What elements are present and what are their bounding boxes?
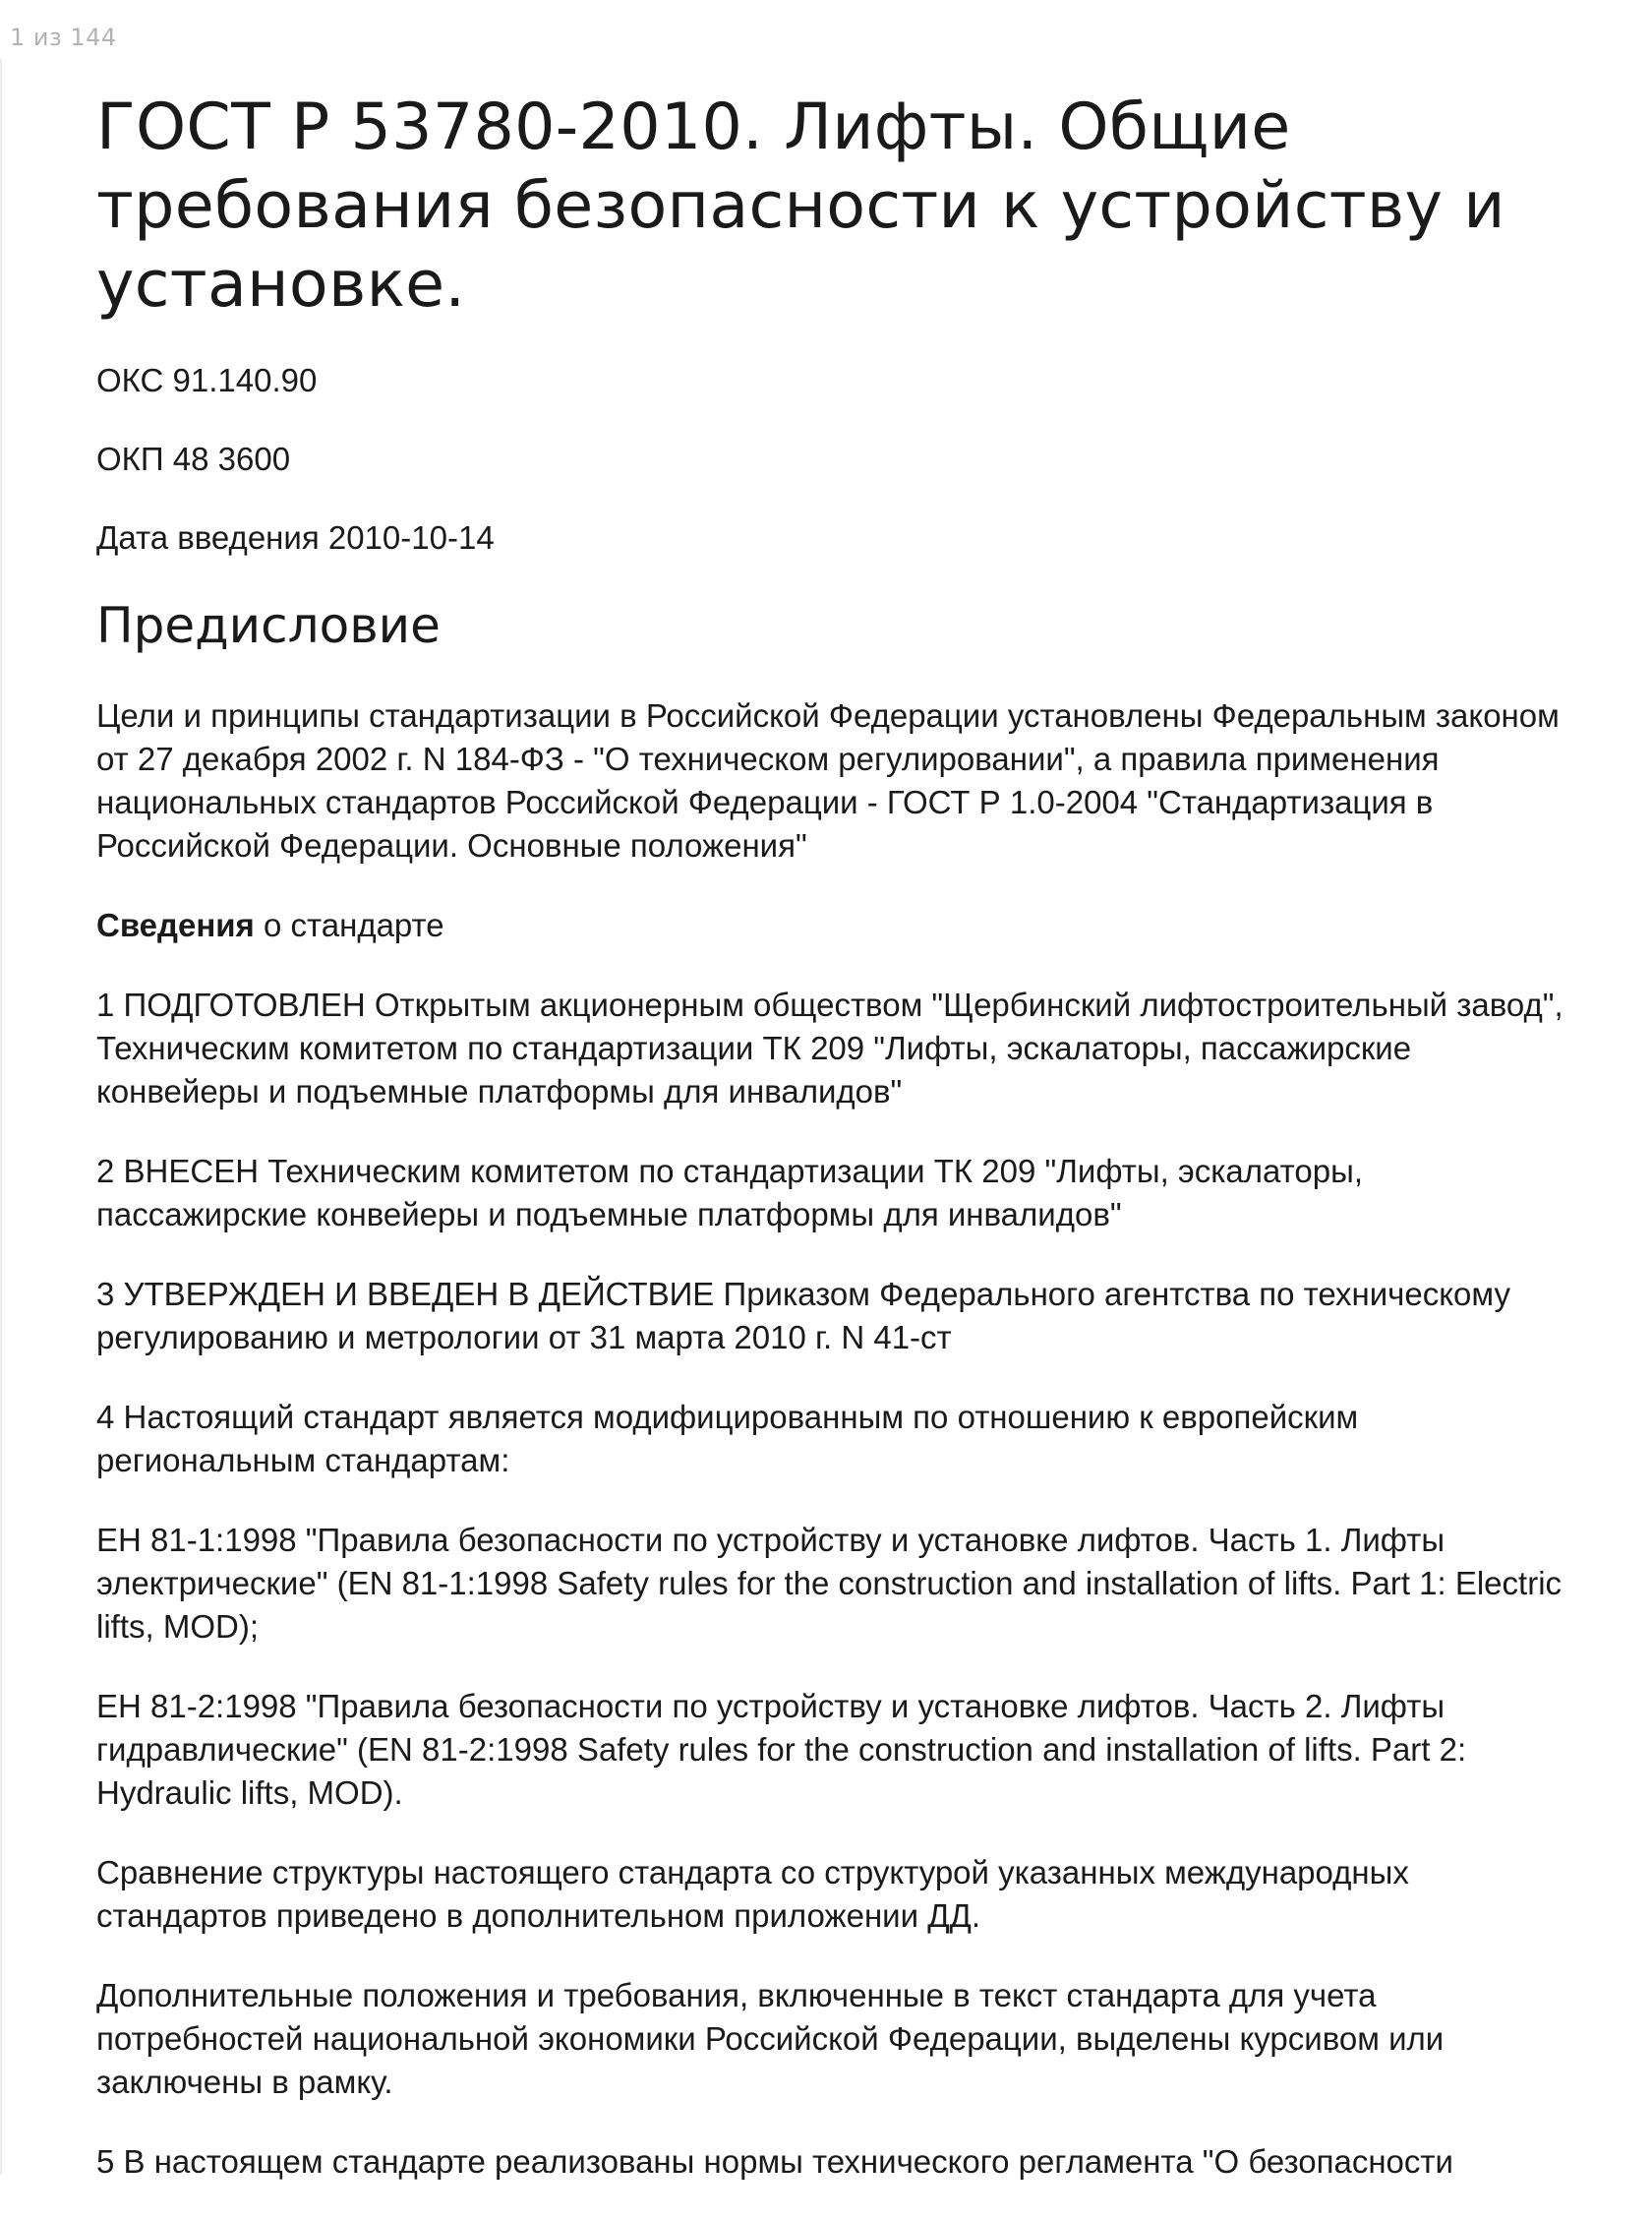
okp-code: ОКП 48 3600 <box>96 441 291 477</box>
oks-code: ОКС 91.140.90 <box>96 362 318 398</box>
item-submitted: 2 ВНЕСЕН Техническим комитетом по стандартизации ТК 209 "Лифты, эскалаторы, пассажирские конвейеры и подъемные платформы для инвалидов" <box>96 1153 1363 1232</box>
item-modified: 4 Настоящий стандарт является модифицированным по отношению к европейским региональным стандартам: <box>96 1399 1359 1478</box>
foreword-paragraph: Цели и принципы стандартизации в Российской Федерации установлены Федеральным законом от 27 декабря 2002 г. N 184-ФЗ - "О техническом регулировании", а правила применения национальных стандартов Российской Федерации - ГОСТ Р 1.0-2004 "Стандартизация в Российской Федерации. Основные положения" <box>96 697 1560 864</box>
standard-en-81-2: ЕН 81-2:1998 "Правила безопасности по устройству и установке лифтов. Часть 2. Лифты гидравлические" (EN 81-2:1998 Safety rules for the construction and installation of lifts. Part 2: Hydraulic lifts, MOD). <box>96 1688 1467 1811</box>
structure-comparison-note: Сравнение структуры настоящего стандарта со структурой указанных международных стандартов приведено в дополнительном приложении ДД. <box>96 1854 1409 1934</box>
foreword-heading: Предисловие <box>96 597 441 654</box>
standard-en-81-1: ЕН 81-1:1998 "Правила безопасности по устройству и установке лифтов. Часть 1. Лифты электрические" (EN 81-1:1998 Safety rules for the construction and installation of lifts. Part 1: Electric lifts, MOD); <box>96 1522 1563 1645</box>
additional-provisions-note: Дополнительные положения и требования, включенные в текст стандарта для учета потребностей национальной экономики Российской Федерации, выделены курсивом или заключены в рамку. <box>96 1977 1445 2100</box>
page-counter: 1 из 144 <box>10 24 117 51</box>
introduction-date: Дата введения 2010-10-14 <box>96 519 495 556</box>
standard-info-rest: о стандарте <box>254 907 444 943</box>
page-left-edge <box>0 59 2 2175</box>
document-page <box>96 89 1571 2220</box>
item-prepared: 1 ПОДГОТОВЛЕН Открытым акционерным обществом "Щербинский лифтостроительный завод", Техническим комитетом по стандартизации ТК 209 "Лифты, эскалаторы, пассажирские конвейеры и подъемные платформы для инвалидов" <box>96 987 1564 1110</box>
item-approved: 3 УТВЕРЖДЕН И ВВЕДЕН В ДЕЙСТВИЕ Приказом Федерального агентства по техническому регулированию и метрологии от 31 марта 2010 г. N 41-ст <box>96 1276 1510 1355</box>
standard-info-line <box>96 904 1566 947</box>
standard-info-bold: Сведения <box>96 907 255 943</box>
document-title: ГОСТ Р 53780-2010. Лифты. Общие требования безопасности к устройству и установке. <box>96 90 1505 322</box>
item-regulation: 5 В настоящем стандарте реализованы нормы технического регламента "О безопасности <box>96 2143 1453 2180</box>
